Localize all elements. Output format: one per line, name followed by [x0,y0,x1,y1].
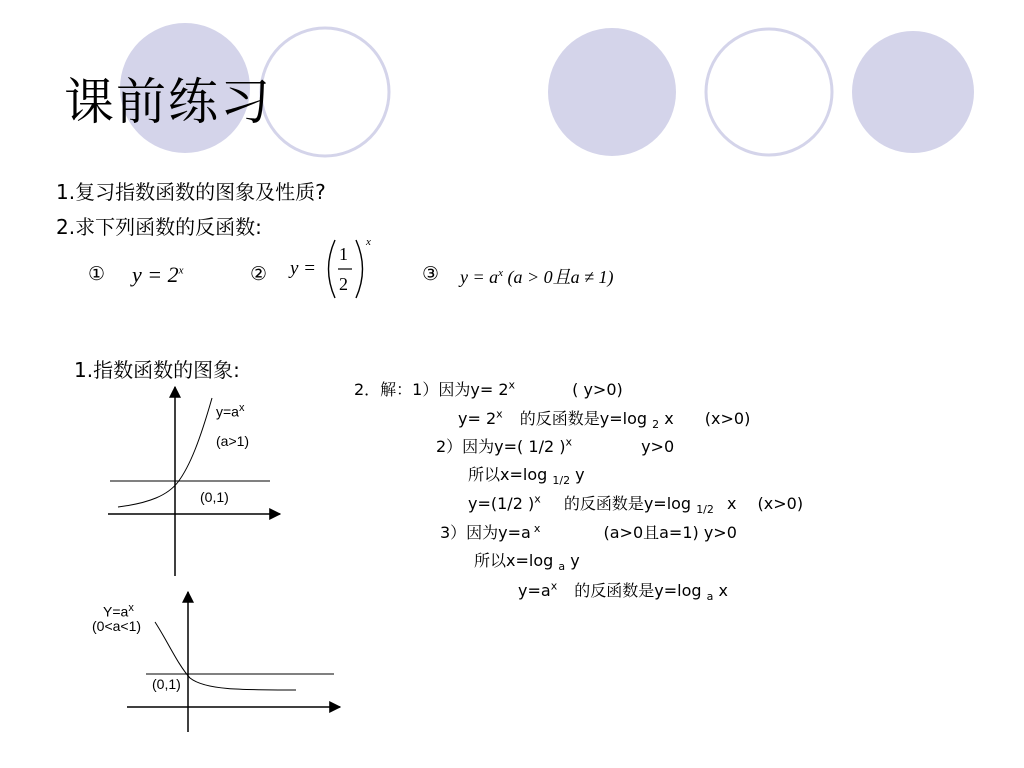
slide-title: 课前练习 [64,73,272,131]
graph-1-point: (0,1) [200,489,229,505]
item-1-marker: ① [88,263,106,285]
graph-1-condition: (a>1) [216,433,250,449]
solution-text: x [718,581,728,600]
graph-heading: 1.指数函数的图象: [74,358,240,382]
solution-text: 所以x=log [474,551,554,570]
item-2-lhs: y = [290,258,317,279]
item-3-marker: ③ [422,263,440,285]
solution-text: (x>0) [757,494,804,513]
item-1-base: y = 2 [132,262,179,287]
solution-text: x [726,494,737,513]
solution-line-8 [518,578,728,603]
item-2-denominator: 2 [339,274,348,294]
solution-line-3 [436,434,674,457]
solution-text: 的反函数是y=log [519,409,648,428]
solution-exponent: x [534,492,541,506]
solution-subscript: 1/2 [552,474,571,488]
solution-text: y= 2 [458,409,497,428]
solution-text: y [575,465,585,484]
solution-line-4 [468,462,585,487]
solution-exponent: x [550,579,558,593]
solution-text: y [570,551,580,570]
solution-line-1 [354,377,623,400]
solution-text: y=(1/2 ) [468,494,535,513]
item-2-numerator: 1 [339,244,348,264]
solution-exponent: x [508,378,516,392]
solution-text: 2．解：1）因为y= 2 [354,380,509,399]
solution-text: y>0 [641,437,675,456]
solution-text: 所以x=log [468,465,548,484]
solution-text: (x>0) [704,409,751,428]
solution-line-5 [468,491,803,516]
question-1: 1.复习指数函数的图象及性质? [56,180,326,204]
solution-line-7 [474,548,580,573]
item-2-exponent: x [366,236,371,248]
solution-text: 的反函数是y=log [563,494,692,513]
solution-subscript: 2 [652,418,660,432]
graph-2-label-base: Y=a [103,603,129,620]
solution-exponent: x [496,407,503,421]
question-2: 2.求下列函数的反函数: [56,215,262,239]
solution-text: 3）因为y=a [440,523,531,542]
solution-line-2 [458,406,750,431]
solution-text: ( y>0) [572,380,623,399]
solution-line-6 [440,520,737,543]
item-3-base: y = a [460,267,499,287]
graph-1-label-exp: x [238,402,245,414]
solution-text: (a>0且a=1) y>0 [603,523,737,542]
solution-text: y=a [518,581,551,600]
solution-text: 2）因为y=( 1/2 ) [436,437,566,456]
item-1-exponent: x [178,264,184,277]
item-3-condition: (a > 0且a ≠ 1) [507,267,614,287]
solution-text: x [664,409,674,428]
solution-subscript: a [706,590,714,604]
graph-2-label [103,602,134,620]
graph-1-label-base: y=a [216,403,239,420]
solution-text: 的反函数是y=log [574,581,702,600]
graph-2-label-exp: x [128,602,134,614]
item-2-marker: ② [250,263,268,285]
solution-subscript: a [558,560,566,574]
item-3-exponent: x [498,267,504,279]
graph-2-condition: (0<a<1) [92,618,142,634]
graph-2-point: (0,1) [152,676,181,692]
solution-subscript: 1/2 [696,503,714,517]
solution-exponent: x [565,435,572,449]
solution-exponent: x [533,521,541,535]
